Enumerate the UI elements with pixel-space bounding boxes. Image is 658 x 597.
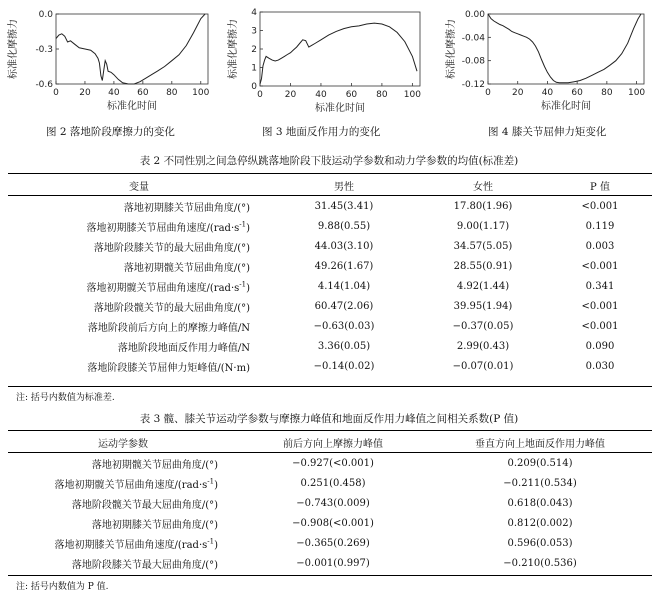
row-variable-exponent: -1	[207, 477, 215, 486]
grf-correlation: 0.618(0.043)	[507, 497, 573, 509]
x-tick-label: 100	[192, 88, 210, 98]
x-axis-label: 标准化时间	[107, 101, 157, 112]
figure-3-caption: 图 3 地面反作用力的变化	[262, 126, 381, 138]
grf-correlation: 0.812(0.002)	[507, 517, 573, 529]
p-value: 0.119	[585, 220, 615, 232]
plot-frame	[488, 14, 644, 84]
y-tick-label: -0.6	[35, 80, 53, 90]
row-variable	[8, 296, 270, 316]
x-axis-label: 标准化时间	[541, 101, 591, 112]
row-variable	[8, 533, 238, 553]
x-tick-label: 80	[376, 90, 388, 100]
grf-correlation: 0.596(0.053)	[507, 537, 573, 549]
row-variable-tail: )	[246, 282, 250, 294]
row-variable	[8, 493, 238, 513]
grf-correlation: −0.211(0.534)	[503, 477, 577, 489]
row-variable-text: 落地初期膝关节屈曲角速度/(rad·s	[86, 222, 240, 234]
row-variable	[8, 196, 270, 217]
y-tick-label: -0.3	[35, 45, 53, 55]
p-value: <0.001	[581, 320, 619, 332]
grf-correlation: −0.210(0.536)	[503, 557, 577, 569]
table-3-top-rule	[8, 430, 652, 431]
p-value: <0.001	[581, 200, 619, 212]
table-row	[8, 473, 652, 493]
table-3-header-grf: 垂直方向上地面反作用力峰值	[428, 432, 652, 453]
male-value: 3.36(0.05)	[317, 340, 371, 352]
table-2-header-variable: 变量	[8, 175, 270, 196]
row-variable-text: 落地阶段膝关节最大屈曲角度/(°)	[71, 559, 218, 571]
row-variable	[8, 276, 270, 296]
y-tick-label: 0.00	[464, 10, 485, 20]
table-row	[8, 336, 652, 356]
figure-3-chart	[222, 0, 437, 120]
table-3-header-row	[8, 432, 652, 453]
row-variable-exponent: -1	[207, 537, 215, 546]
male-value: 4.14(1.04)	[317, 280, 371, 292]
x-tick-label: 80	[601, 88, 613, 98]
male-value: 49.26(1.67)	[314, 260, 374, 272]
figure-2-caption: 图 2 落地阶段摩擦力的变化	[46, 126, 175, 138]
y-axis-label: 标准化摩擦力	[8, 19, 19, 79]
x-tick-label: 0	[257, 90, 263, 100]
x-tick-label: 100	[403, 90, 421, 100]
x-tick-label: 100	[627, 88, 646, 98]
y-tick-label: 1	[251, 63, 257, 74]
male-value: 44.03(3.10)	[314, 240, 374, 252]
row-variable-text: 落地初期髋关节屈曲角速度/(rad·s	[54, 479, 208, 491]
row-variable-text: 落地阶段髋关节最大屈曲角度/(°)	[71, 499, 218, 511]
row-variable	[8, 336, 270, 356]
row-variable-text: 落地初期髋关节屈曲角度/(°)	[123, 262, 250, 274]
female-value: −0.07(0.01)	[452, 360, 514, 372]
table-3-header-parameter: 运动学参数	[8, 432, 238, 453]
table-row	[8, 356, 652, 376]
table-row	[8, 513, 652, 533]
row-variable-text: 落地阶段髋关节的最大屈曲角度/(°)	[93, 302, 250, 314]
table-row	[8, 493, 652, 513]
series-line	[56, 14, 205, 84]
row-variable	[8, 356, 270, 376]
x-tick-label: 0	[53, 88, 59, 98]
table-row	[8, 553, 652, 573]
plot-frame	[260, 12, 420, 86]
x-tick-label: 0	[485, 88, 491, 98]
x-tick-label: 20	[511, 88, 524, 98]
p-value: <0.001	[581, 260, 619, 272]
female-value: −0.37(0.05)	[452, 320, 514, 332]
table-row	[8, 196, 652, 217]
figure-2-chart	[0, 0, 220, 120]
figure-2	[0, 0, 220, 120]
table-2-header-row	[8, 175, 652, 196]
row-variable	[8, 473, 238, 493]
y-tick-label: 2	[251, 45, 257, 55]
x-tick-label: 60	[137, 88, 149, 98]
series-line	[260, 23, 417, 84]
row-variable-text: 落地阶段地面反作用力峰值/N	[117, 342, 250, 354]
row-variable-tail: )	[214, 479, 218, 491]
female-value: 17.80(1.96)	[453, 200, 513, 212]
row-variable	[8, 453, 238, 474]
row-variable	[8, 216, 270, 236]
table-2-note: 注: 括号内数值为标准差.	[16, 393, 115, 403]
table-3	[8, 432, 652, 573]
p-value: 0.090	[585, 340, 615, 352]
table-2-bottom-rule	[8, 386, 652, 387]
friction-correlation: −0.908(<0.001)	[292, 517, 374, 529]
table-2-header-p: P 值	[548, 175, 652, 196]
friction-correlation: −0.743(0.009)	[296, 497, 370, 509]
p-value: 0.341	[585, 280, 615, 292]
friction-correlation: −0.001(0.997)	[296, 557, 370, 569]
p-value: 0.030	[585, 360, 615, 372]
female-value: 9.00(1.17)	[456, 220, 510, 232]
row-variable-text: 落地初期髋关节屈曲角速度/(rad·s	[86, 282, 240, 294]
row-variable	[8, 513, 238, 533]
y-tick-label: -0.04	[461, 33, 485, 44]
male-value: 60.47(2.06)	[314, 300, 374, 312]
figure-4	[438, 0, 658, 120]
table-row	[8, 533, 652, 553]
y-tick-label: 4	[251, 8, 257, 18]
x-tick-label: 60	[571, 88, 583, 98]
table-2-header-female: 女性	[418, 175, 548, 196]
female-value: 4.92(1.44)	[456, 280, 510, 292]
x-tick-label: 20	[284, 90, 297, 100]
x-tick-label: 20	[79, 88, 91, 98]
table-row	[8, 316, 652, 336]
series-line	[488, 14, 641, 83]
x-axis-label: 标准化时间	[315, 103, 365, 114]
y-tick-label: 0.0	[38, 10, 53, 20]
female-value: 39.95(1.94)	[453, 300, 513, 312]
x-tick-label: 60	[345, 90, 358, 100]
row-variable-exponent: -1	[239, 280, 247, 289]
y-axis-label: 标准化摩擦力	[228, 19, 239, 79]
row-variable	[8, 236, 270, 256]
row-variable-text: 落地初期膝关节屈曲角速度/(rad·s	[54, 539, 208, 551]
row-variable-text: 落地初期膝关节屈曲角度/(°)	[123, 202, 250, 214]
male-value: −0.63(0.03)	[313, 320, 375, 332]
y-axis-label: 标准化摩擦力	[446, 19, 457, 79]
table-2-top-rule	[8, 173, 652, 174]
x-tick-label: 40	[315, 90, 327, 100]
y-tick-label: -0.08	[461, 56, 485, 67]
row-variable	[8, 316, 270, 336]
table-3-title: 表 3 髋、膝关节运动学参数与摩擦力峰值和地面反作用力峰值之间相关系数(P 值)	[139, 413, 519, 425]
table-row	[8, 296, 652, 316]
row-variable-exponent: -1	[239, 220, 247, 229]
table-3-bottom-rule	[8, 575, 652, 576]
friction-correlation: −0.927(<0.001)	[292, 457, 374, 469]
table-3-header-friction: 前后方向上摩擦力峰值	[238, 432, 428, 453]
row-variable-text: 落地阶段膝关节的最大屈曲角度/(°)	[93, 242, 250, 254]
male-value: 9.88(0.55)	[317, 220, 371, 232]
female-value: 34.57(5.05)	[453, 240, 513, 252]
row-variable	[8, 553, 238, 573]
x-tick-label: 40	[541, 88, 554, 98]
plot-frame	[56, 14, 208, 84]
x-tick-label: 40	[108, 88, 120, 98]
table-2	[8, 175, 652, 376]
table-row	[8, 216, 652, 236]
y-tick-label: -0.12	[461, 80, 485, 90]
figure-4-caption: 图 4 膝关节屈伸力矩变化	[488, 126, 607, 138]
row-variable-text: 落地初期膝关节屈曲角度/(°)	[91, 519, 218, 531]
table-2-title: 表 2 不同性别之间急停纵跳落地阶段下肢运动学参数和动力学参数的均值(标准差)	[139, 155, 519, 167]
row-variable-tail: )	[214, 539, 218, 551]
row-variable	[8, 256, 270, 276]
row-variable-tail: )	[246, 222, 250, 234]
male-value: −0.14(0.02)	[313, 360, 375, 372]
table-row	[8, 453, 652, 474]
x-tick-label: 80	[166, 88, 178, 98]
table-row	[8, 276, 652, 296]
grf-correlation: 0.209(0.514)	[507, 457, 573, 469]
row-variable-text: 落地阶段前后方向上的摩擦力峰值/N	[87, 322, 250, 334]
friction-correlation: −0.365(0.269)	[296, 537, 370, 549]
female-value: 28.55(0.91)	[453, 260, 513, 272]
table-row	[8, 236, 652, 256]
row-variable-text: 落地阶段膝关节屈伸力矩峰值/(N·m)	[87, 362, 250, 374]
female-value: 2.99(0.43)	[456, 340, 510, 352]
p-value: 0.003	[585, 240, 615, 252]
friction-correlation: 0.251(0.458)	[300, 477, 366, 489]
y-tick-label: 3	[251, 26, 257, 37]
table-2-header-male: 男性	[270, 175, 418, 196]
figure-3	[222, 0, 437, 120]
table-row	[8, 256, 652, 276]
male-value: 31.45(3.41)	[314, 200, 374, 212]
y-tick-label: 0	[251, 82, 257, 92]
table-3-note: 注: 括号内数值为 P 值.	[16, 582, 109, 592]
row-variable-text: 落地初期髋关节屈曲角度/(°)	[91, 459, 218, 471]
p-value: <0.001	[581, 300, 619, 312]
figure-4-chart	[438, 0, 658, 120]
